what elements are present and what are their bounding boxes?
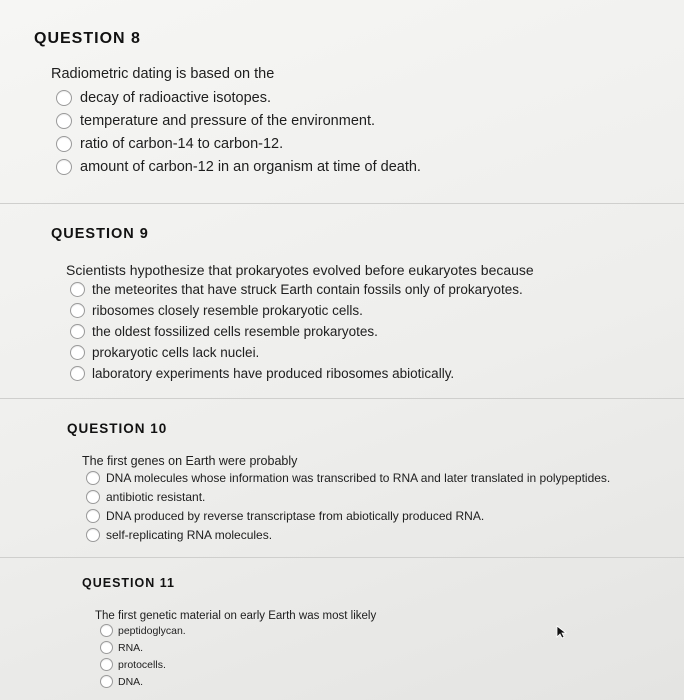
answer-option-label[interactable]: RNA. <box>118 641 144 654</box>
answer-options <box>86 468 610 544</box>
answer-option[interactable] <box>100 639 186 656</box>
question-title: QUESTION 9 <box>51 226 149 242</box>
radio-button[interactable] <box>56 159 72 175</box>
question-prompt: Radiometric dating is based on the <box>51 66 275 82</box>
answer-option-label[interactable]: laboratory experiments have produced ribosomes abiotically. <box>92 366 455 381</box>
section-divider <box>0 203 684 204</box>
radio-button[interactable] <box>70 324 85 339</box>
answer-options <box>100 622 186 690</box>
answer-options <box>70 279 523 384</box>
radio-button[interactable] <box>56 136 72 152</box>
answer-option[interactable] <box>86 468 610 487</box>
answer-option-label[interactable]: amount of carbon-12 in an organism at time of death. <box>80 158 421 175</box>
answer-option[interactable] <box>100 673 186 690</box>
answer-option[interactable] <box>56 109 421 132</box>
question-prompt: The first genetic material on early Earth was most likely <box>95 610 377 622</box>
question-prompt: Scientists hypothesize that prokaryotes evolved before eukaryotes because <box>66 262 534 278</box>
radio-button[interactable] <box>100 658 113 671</box>
answer-option[interactable] <box>86 525 610 544</box>
section-divider <box>0 557 684 558</box>
answer-option-label[interactable]: the meteorites that have struck Earth contain fossils only of prokaryotes. <box>92 282 523 297</box>
answer-option[interactable] <box>70 342 523 363</box>
answer-option[interactable] <box>70 300 523 321</box>
radio-button[interactable] <box>70 345 85 360</box>
answer-option-label[interactable]: DNA molecules whose information was transcribed to RNA and later translated in polypeptides. <box>106 470 611 485</box>
answer-option-label[interactable]: prokaryotic cells lack nuclei. <box>92 345 260 360</box>
answer-option[interactable] <box>56 86 421 109</box>
answer-option[interactable] <box>100 656 186 673</box>
answer-option-label[interactable]: decay of radioactive isotopes. <box>80 89 272 106</box>
radio-button[interactable] <box>56 90 72 106</box>
answer-option-label[interactable]: DNA. <box>118 675 144 688</box>
radio-button[interactable] <box>86 528 100 542</box>
radio-button[interactable] <box>70 366 85 381</box>
answer-option-label[interactable]: protocells. <box>118 658 166 671</box>
answer-option-label[interactable]: DNA produced by reverse transcriptase from abiotically produced RNA. <box>106 508 485 523</box>
answer-option-label[interactable]: temperature and pressure of the environment. <box>80 112 375 129</box>
radio-button[interactable] <box>86 490 100 504</box>
section-divider <box>0 398 684 399</box>
answer-option[interactable] <box>56 155 421 178</box>
radio-button[interactable] <box>100 641 113 654</box>
answer-option[interactable] <box>86 487 610 506</box>
mouse-cursor-icon <box>556 625 568 639</box>
question-title: QUESTION 11 <box>82 576 175 590</box>
answer-option[interactable] <box>56 132 421 155</box>
answer-option[interactable] <box>70 363 523 384</box>
radio-button[interactable] <box>86 509 100 523</box>
answer-option-label[interactable]: peptidoglycan. <box>118 624 186 637</box>
question-title: QUESTION 10 <box>67 421 168 436</box>
answer-option-label[interactable]: ratio of carbon-14 to carbon-12. <box>80 135 284 152</box>
radio-button[interactable] <box>70 282 85 297</box>
question-prompt: The first genes on Earth were probably <box>82 454 298 468</box>
radio-button[interactable] <box>86 471 100 485</box>
answer-option[interactable] <box>70 279 523 300</box>
answer-option[interactable] <box>86 506 610 525</box>
answer-option-label[interactable]: the oldest fossilized cells resemble prokaryotes. <box>92 324 378 339</box>
answer-option[interactable] <box>70 321 523 342</box>
question-title: QUESTION 8 <box>34 30 141 47</box>
radio-button[interactable] <box>100 624 113 637</box>
answer-option-label[interactable]: self-replicating RNA molecules. <box>106 527 273 542</box>
answer-option[interactable] <box>100 622 186 639</box>
radio-button[interactable] <box>100 675 113 688</box>
answer-option-label[interactable]: ribosomes closely resemble prokaryotic cells. <box>92 303 363 318</box>
answer-option-label[interactable]: antibiotic resistant. <box>106 489 206 504</box>
answer-options <box>56 86 421 178</box>
radio-button[interactable] <box>56 113 72 129</box>
radio-button[interactable] <box>70 303 85 318</box>
